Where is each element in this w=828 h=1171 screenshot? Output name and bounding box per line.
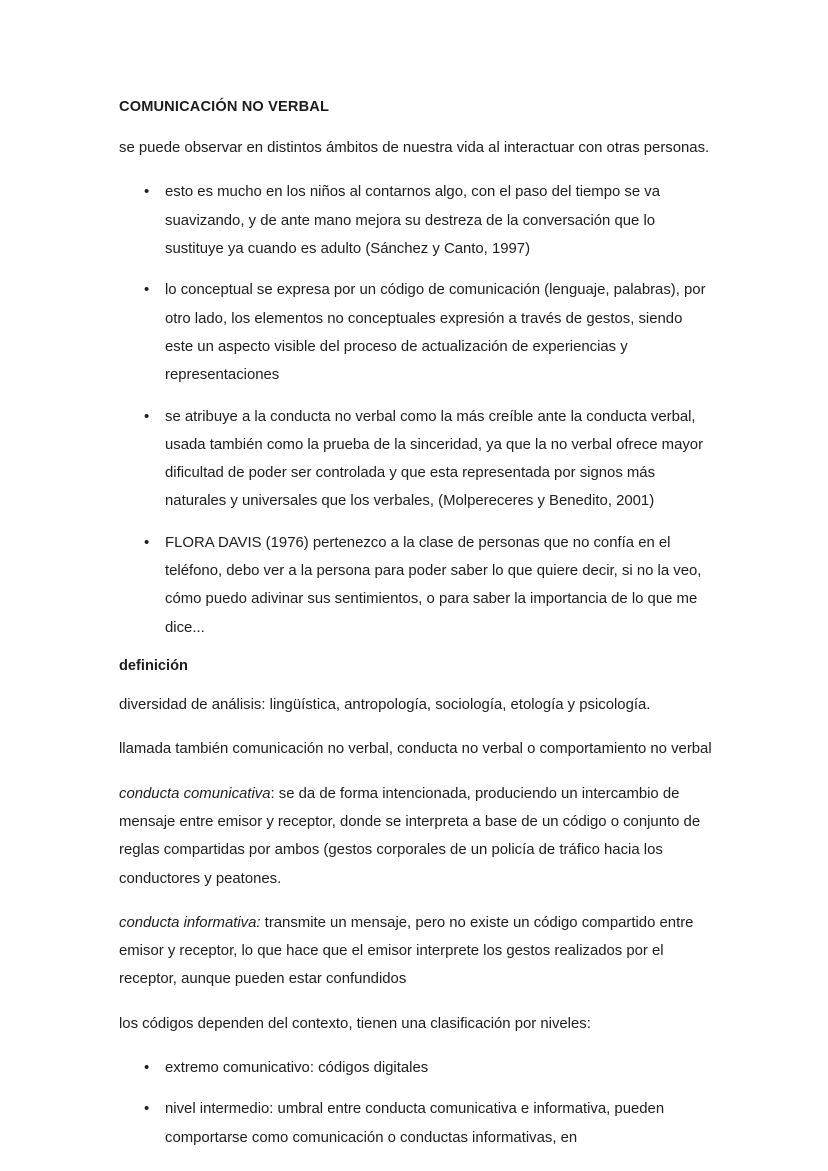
bullet-icon: • — [144, 407, 150, 425]
list-item-text: esto es mucho en los niños al contarnos algo, con el paso del tiempo se va suavizando, y de ante mano mejora su destreza de la conversación que lo sustituye ya cuando es adulto (Sánchez y Canto, 1997) — [165, 184, 660, 258]
codes-classification-paragraph: los códigos dependen del contexto, tienen una clasificación por niveles: — [119, 1015, 591, 1032]
list-item — [119, 529, 713, 642]
informative-conduct-body: transmite un mensaje, pero no existe un código compartido entre emisor y receptor, lo que hace que el emisor interprete los gestos realizados por el receptor, aunque pueden estar confundidos — [119, 914, 694, 988]
intro-paragraph: se puede observar en distintos ámbitos de nuestra vida al interactuar con otras personas. — [119, 140, 710, 157]
list-item-text: FLORA DAVIS (1976) pertenezco a la clase de personas que no confía en el teléfono, debo ver a la persona para poder saber lo que quiere decir, si no la veo, cómo puedo adivinar sus sentimientos, o para saber la importancia de lo que me dice... — [165, 534, 702, 636]
informative-conduct-paragraph — [119, 909, 713, 994]
list-item — [119, 276, 713, 389]
document-content — [119, 97, 713, 1166]
list-item — [119, 178, 713, 263]
intro-bullet-list — [119, 178, 713, 641]
informative-conduct-term: conducta informativa: — [119, 914, 261, 931]
list-item-text: extremo comunicativo: códigos digitales — [165, 1060, 429, 1077]
communicative-conduct-paragraph — [119, 780, 713, 893]
definition-diversity-paragraph: diversidad de análisis: lingüística, antropología, sociología, etología y psicología. — [119, 697, 651, 714]
level-bullet-list — [119, 1054, 713, 1152]
list-item-text: lo conceptual se expresa por un código de comunicación (lenguaje, palabras), por otro lado, los elementos no conceptuales expresión a través de gestos, siendo este un aspecto visible del proceso de actualización de experiencias y representaciones — [165, 282, 706, 384]
communicative-conduct-body: : se da de forma intencionada, produciendo un intercambio de mensaje entre emisor y receptor, donde se interpreta a base de un código o conjunto de reglas compartidas por ambos (gestos corporales de un policía de tráfico hacia los conductores y peatones. — [119, 785, 701, 887]
communicative-conduct-term: conducta comunicativa — [119, 785, 271, 802]
list-item — [119, 1054, 713, 1082]
list-item-text: se atribuye a la conducta no verbal como la más creíble ante la conducta verbal, usada también como la prueba de la sinceridad, ya que la no verbal ofrece mayor dificultad de poder ser controlada y que esta representada por signos más naturales y universales que los verbales, (Molpereceres y Benedito, 2001) — [165, 408, 704, 510]
bullet-icon: • — [144, 1059, 150, 1077]
bullet-icon: • — [144, 533, 150, 551]
page-title: COMUNICACIÓN NO VERBAL — [119, 99, 330, 115]
list-item — [119, 403, 713, 516]
list-item-text: nivel intermedio: umbral entre conducta comunicativa e informativa, pueden comportarse como comunicación o conductas informativas, en — [165, 1101, 665, 1146]
bullet-icon: • — [144, 281, 150, 299]
bullet-icon: • — [144, 183, 150, 201]
list-item — [119, 1095, 713, 1152]
definition-also-called-paragraph: llamada también comunicación no verbal, conducta no verbal o comportamiento no verbal — [119, 741, 712, 758]
definition-heading: definición — [119, 657, 188, 674]
bullet-icon: • — [144, 1100, 150, 1118]
